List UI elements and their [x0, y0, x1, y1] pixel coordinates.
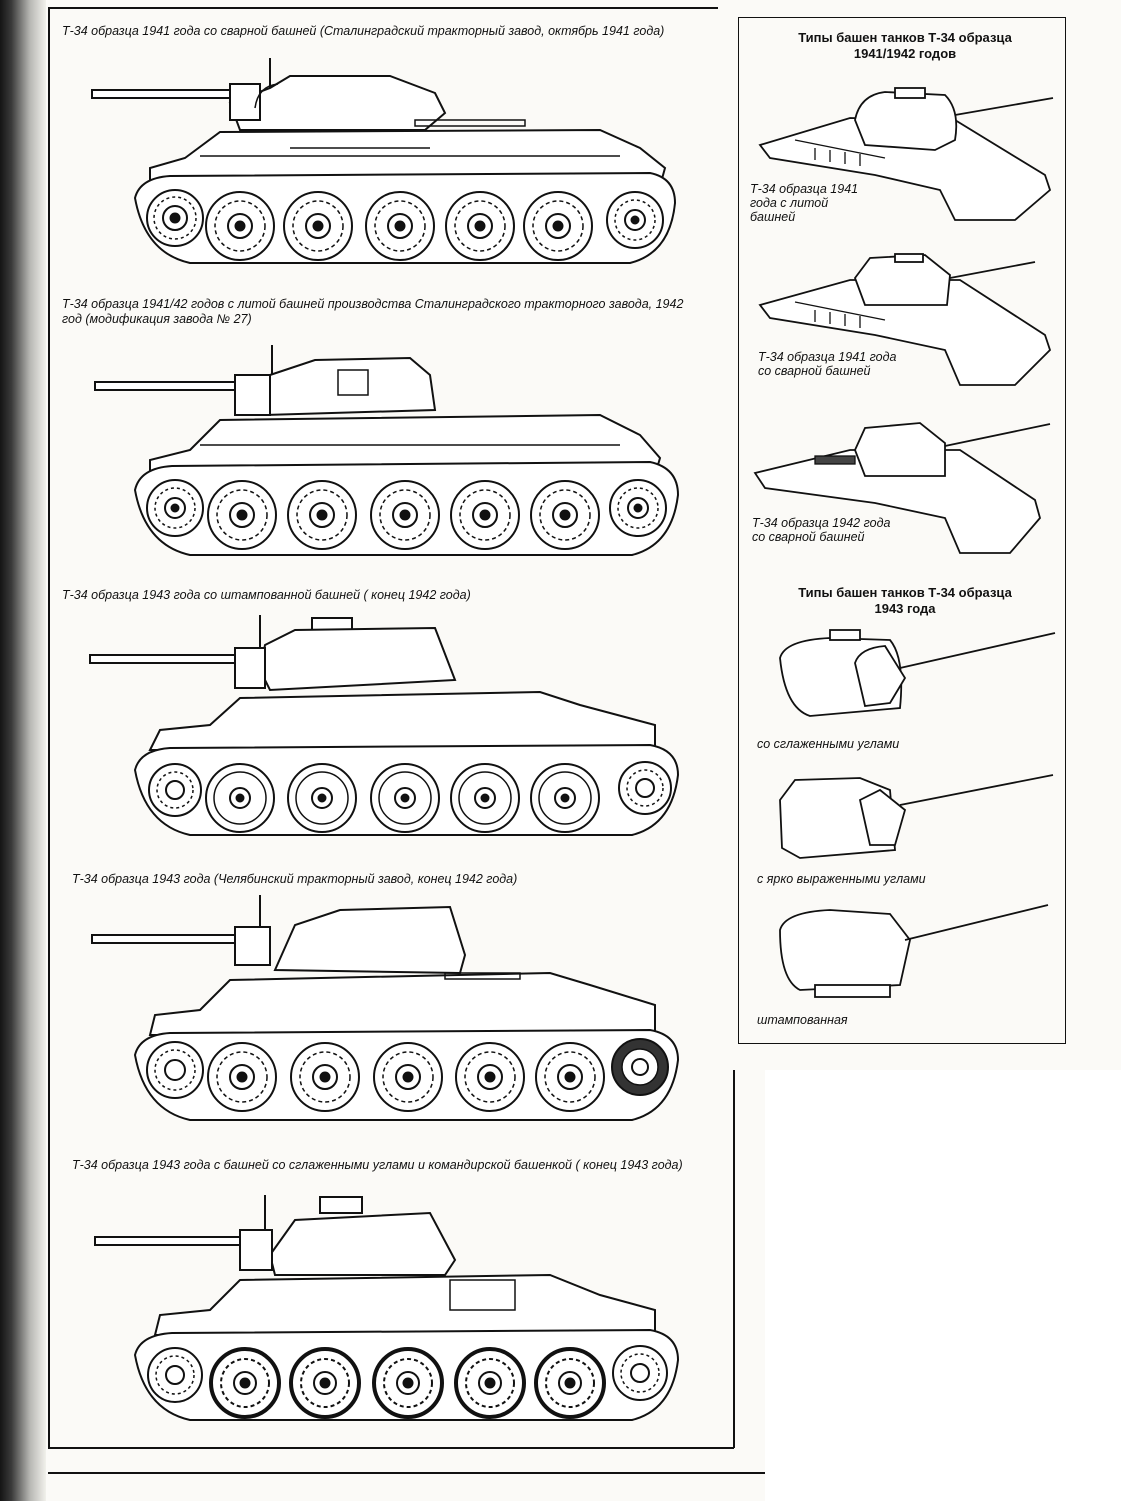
caption-turret-1943-smoothed: со сглаженными углами — [757, 737, 900, 751]
caption-turret-1943-stamped: штампованная — [757, 1013, 848, 1027]
blank-area — [765, 1070, 1121, 1501]
tank-drawing-1943-commander-cupola — [80, 1195, 700, 1435]
tank-drawing-1943-stamped — [80, 610, 700, 850]
caption-turret-1941-welded: Т-34 образца 1941 года со сварной башней — [758, 350, 897, 378]
tank-drawing-1941-42-cast — [80, 340, 700, 570]
caption-tank-3: Т-34 образца 1943 года со штампованной башней ( конец 1942 года) — [62, 588, 471, 602]
turret-drawing-1943-sharp — [770, 770, 1060, 870]
caption-tank-2: Т-34 образца 1941/42 годов с литой башней производства Сталинградского тракторного завода, 1942 год (модификация завода № 27) — [62, 297, 684, 326]
caption-tank-5: Т-34 образца 1943 года с башней со сглаженными углами и командирской башенкой ( конец 1943 года) — [72, 1158, 683, 1172]
tank-drawing-1941-welded — [80, 48, 700, 278]
tank-drawing-1943-chtz — [80, 895, 700, 1135]
book-spine-shadow — [0, 0, 46, 1501]
right-rule — [733, 1070, 735, 1448]
panel-title-1943: Типы башен танков Т-34 образца 1943 года — [798, 585, 1012, 616]
turret-drawing-1943-stamped — [770, 900, 1060, 1005]
left-rule — [48, 7, 50, 1447]
caption-turret-1943-sharp: с ярко выраженными углами — [757, 872, 926, 886]
turret-drawing-1943-smoothed — [770, 628, 1060, 728]
panel-title-1941-42: Типы башен танков Т-34 образца 1941/1942 годов — [798, 30, 1012, 61]
caption-tank-1: Т-34 образца 1941 года со сварной башней (Сталинградский тракторный завод, октябрь 1941 года) — [62, 24, 665, 38]
caption-tank-4: Т-34 образца 1943 года (Челябинский тракторный завод, конец 1942 года) — [72, 872, 518, 886]
footer-rule — [48, 1472, 768, 1474]
top-rule — [48, 7, 718, 9]
caption-turret-1941-cast: Т-34 образца 1941 года с литой башней — [750, 182, 859, 224]
bottom-rule — [48, 1447, 734, 1449]
caption-turret-1942-welded: Т-34 образца 1942 года со сварной башней — [752, 516, 891, 544]
